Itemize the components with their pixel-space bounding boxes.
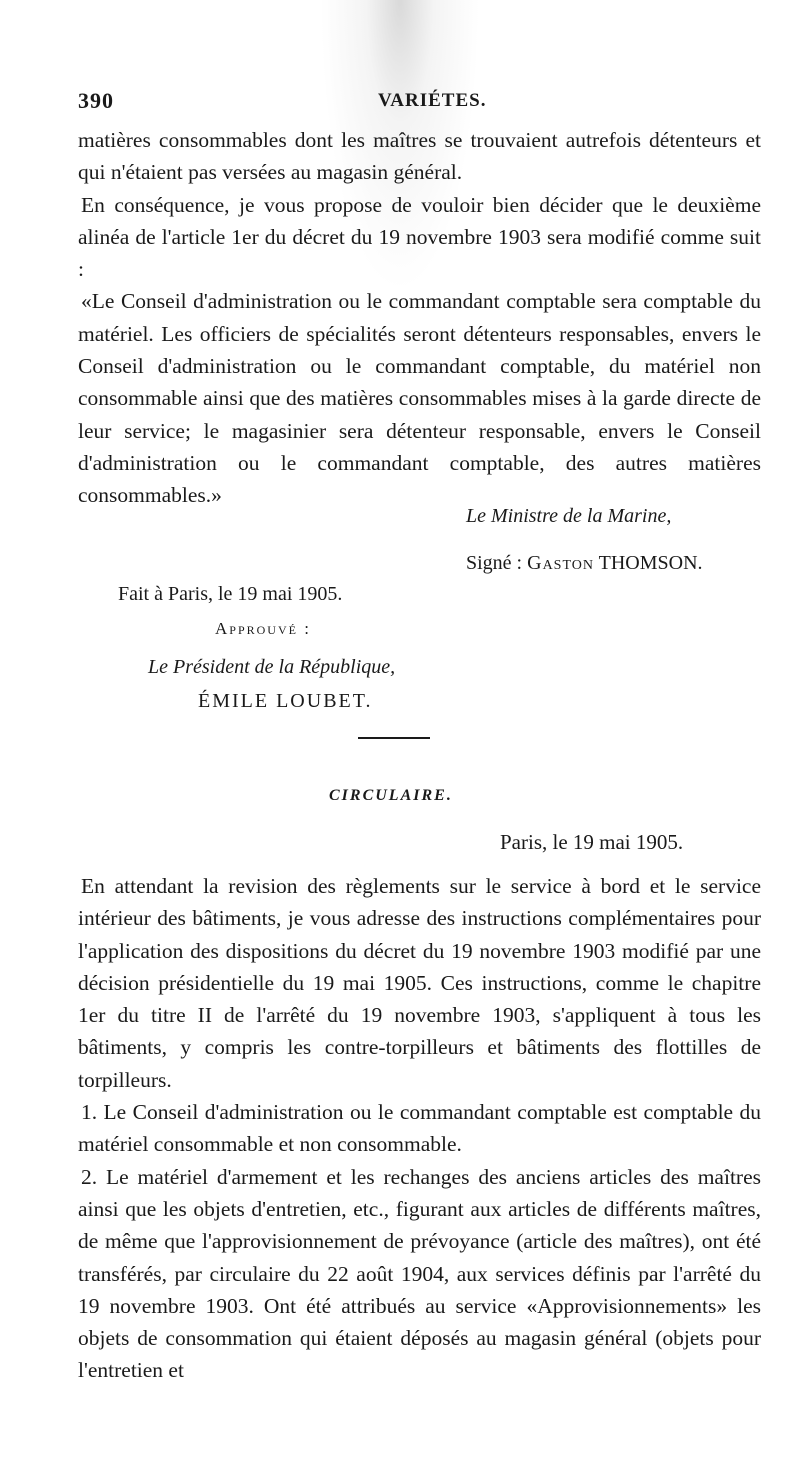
minister-title: Le Ministre de la Marine,	[466, 505, 672, 527]
signed-first-name: Gaston	[527, 552, 594, 574]
decree-paragraph: matières consommables dont les maîtres se trouvaient autrefois détenteurs et qui n'étaient pas versées au magasin général.	[78, 128, 761, 185]
signed-prefix: Signé :	[466, 552, 528, 574]
page-number: 390	[78, 88, 114, 113]
decree-text	[78, 124, 761, 512]
page-header	[78, 88, 770, 118]
circular-text	[78, 870, 761, 1387]
running-title: VARIÉTES.	[378, 90, 487, 111]
decree-paragraph: En conséquence, je vous propose de vouloir bien décider que le deuxième alinéa de l'article 1er du décret du 19 novembre 1903 sera modifié comme suit :	[78, 192, 761, 282]
minister-signature	[466, 552, 703, 575]
approuve-label: Approuvé :	[215, 619, 311, 638]
president-name: ÉMILE LOUBET.	[198, 690, 373, 712]
signed-last-name: THOMSON.	[593, 552, 703, 574]
circular-item-2: 2. Le matériel d'armement et les rechanges des anciens articles des maîtres ainsi que les objets d'entretien, etc., figurant aux articles de différents maîtres, de même que l'approvisionnement de prévoyance (article des maîtres), ont été transférés, par circulaire du 22 août 1904, aux services définis par l'arrêté du 19 novembre 1903. Ont été attribués au service «Approvisionnements» les objets de consommation qui étaient déposés au magasin général (objets pour l'entretien et	[78, 1164, 761, 1383]
circular-date: Paris, le 19 mai 1905.	[500, 830, 684, 854]
fait-a-paris: Fait à Paris, le 19 mai 1905.	[118, 583, 343, 605]
circular-paragraph: En attendant la revision des règlements sur le service à bord et le service intérieur des bâtiments, je vous adresse des instructions complémentaires pour l'application des dispositions du décret du 19 novembre 1903 modifié par une décision présidentielle du 19 mai 1905. Ces instructions, comme le chapitre 1er du titre II de l'arrêté du 19 novembre 1903, s'appliquent à tous les bâtiments, y compris les contre-torpilleurs et bâtiments des flottilles de torpilleurs.	[78, 874, 761, 1092]
section-divider	[358, 737, 430, 739]
circular-title: CIRCULAIRE.	[329, 787, 453, 804]
circular-item-1: 1. Le Conseil d'administration ou le commandant comptable est comptable du matériel consommable et non consommable.	[78, 1100, 761, 1157]
decree-quote: «Le Conseil d'administration ou le commandant comptable sera comptable du matériel. Les officiers de spécialités seront détenteurs responsables, envers le Conseil d'administration ou le commandant comptable, du matériel non consommable ainsi que des matières consommables mises à la garde directe de leur service; le magasinier sera détenteur responsable, envers le Conseil d'administration ou le commandant comptable, des autres matières consommables.»	[78, 289, 761, 508]
president-title: Le Président de la République,	[148, 656, 396, 678]
